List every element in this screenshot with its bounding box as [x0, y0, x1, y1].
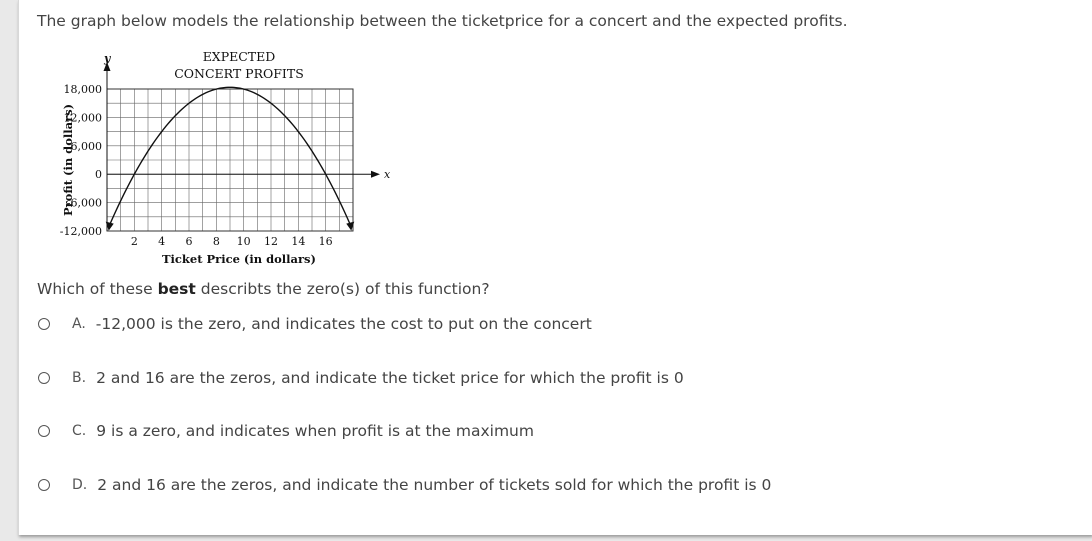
radio-button-icon[interactable]	[38, 425, 50, 437]
prompt-bold-word: best	[157, 280, 196, 298]
x-tick-label: 4	[158, 235, 166, 248]
option-letter: C.	[72, 423, 87, 439]
radio-button-icon[interactable]	[38, 318, 50, 330]
prompt-end: describts the zero(s) of this function?	[195, 280, 490, 298]
answer-option-d[interactable]	[38, 474, 771, 496]
y-tick-label: -12,000	[59, 225, 102, 238]
radio-button-icon[interactable]	[38, 372, 50, 384]
radio-button-icon[interactable]	[38, 479, 50, 491]
answer-option-a[interactable]	[38, 313, 592, 335]
question-card	[18, 0, 1092, 535]
y-tick-label: -6,000	[66, 196, 102, 210]
question-text: The graph below models the relationship between the ticketprice for a concert and the expected profits.	[37, 12, 848, 30]
prompt-start: Which of these	[37, 280, 158, 298]
option-letter: B.	[72, 370, 87, 386]
chart-title-line-1: EXPECTED	[202, 49, 276, 64]
option-text: 2 and 16 are the zeros, and indicate the number of tickets sold for which the profit is 0	[97, 476, 772, 494]
option-letter: A.	[72, 316, 86, 332]
y-tick-label: 6,000	[70, 139, 102, 153]
option-letter: D.	[72, 477, 88, 493]
x-tick-label: 16	[318, 235, 333, 248]
x-tick-label: 6	[185, 235, 193, 248]
x-tick-label: 14	[291, 235, 306, 248]
x-tick-label: 2	[130, 235, 138, 248]
option-text: 2 and 16 are the zeros, and indicate the ticket price for which the profit is 0	[96, 369, 684, 387]
option-text: 9 is a zero, and indicates when profit is at the maximum	[96, 422, 534, 440]
answer-option-c[interactable]	[38, 420, 534, 442]
y-axis-letter: y	[104, 52, 111, 65]
option-text: -12,000 is the zero, and indicates the cost to put on the concert	[95, 315, 592, 333]
x-axis-letter: x	[384, 168, 391, 182]
x-tick-label: 8	[212, 235, 220, 248]
y-tick-label: 18,000	[63, 83, 102, 96]
y-axis-title: Profit (in dollars)	[61, 103, 75, 217]
x-tick-label: 12	[264, 235, 278, 248]
y-tick-label: 12,000	[63, 111, 102, 125]
y-tick-label: 0	[95, 168, 102, 182]
expected-profits-graph	[39, 48, 391, 273]
x-axis-arrow-icon	[371, 171, 380, 178]
x-axis-title: Ticket Price (in dollars)	[162, 252, 316, 266]
question-prompt	[37, 280, 490, 298]
chart-title-line-2: CONCERT PROFITS	[174, 66, 304, 81]
answer-option-b[interactable]	[38, 367, 684, 389]
x-tick-label: 10	[236, 235, 251, 248]
